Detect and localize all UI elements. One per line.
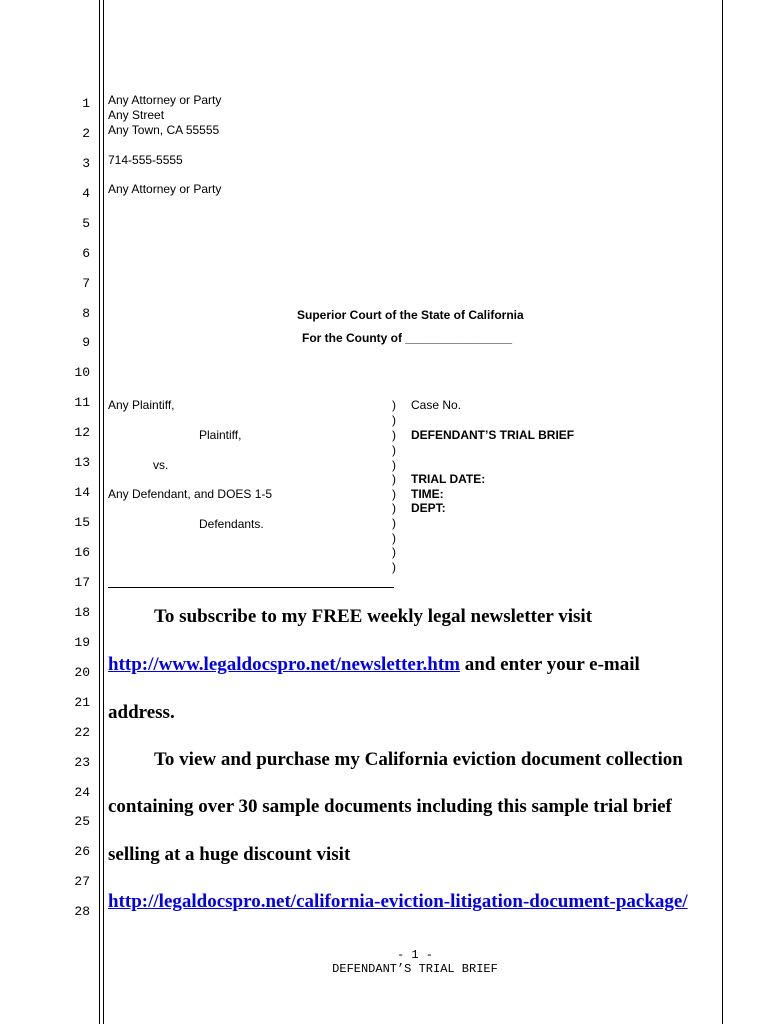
right-margin-rule: [722, 0, 723, 1024]
attorney-city: Any Town, CA 55555: [108, 123, 220, 137]
court-name: Superior Court of the State of California: [297, 308, 524, 322]
line-number: 25: [74, 814, 90, 829]
caption-paren: ): [392, 443, 396, 457]
line-number: 15: [74, 515, 90, 530]
court-county: For the County of ________________: [302, 331, 513, 345]
line-number: 24: [74, 785, 90, 800]
line-number: 9: [82, 335, 90, 350]
line-number: 20: [74, 665, 90, 680]
line-number: 27: [74, 874, 90, 889]
case-number-label: Case No.: [411, 398, 462, 412]
line-number: 7: [82, 276, 90, 291]
trial-time-label: TIME:: [411, 487, 444, 501]
line-number: 13: [74, 455, 90, 470]
caption-paren: ): [392, 560, 396, 574]
plaintiff-name: Any Plaintiff,: [108, 398, 175, 412]
line-number: 3: [82, 156, 90, 171]
caption-paren: ): [392, 428, 396, 442]
line-number: 23: [74, 755, 90, 770]
line-number: 21: [74, 695, 90, 710]
line-number: 18: [74, 605, 90, 620]
caption-paren: ): [392, 458, 396, 472]
body-line: [108, 654, 640, 676]
trial-dept-label: DEPT:: [411, 501, 446, 515]
caption-paren: ): [392, 516, 396, 530]
line-number: 8: [82, 306, 90, 321]
line-number: 28: [74, 904, 90, 919]
line-number: 10: [74, 365, 90, 380]
plaintiff-role: Plaintiff,: [199, 428, 242, 442]
body-line: To view and purchase my California eviction document collection: [154, 749, 683, 770]
attorney-for-party: Any Attorney or Party: [108, 182, 222, 196]
line-number: 22: [74, 725, 90, 740]
caption-paren: ): [392, 413, 396, 427]
line-number: 16: [74, 545, 90, 560]
body-line-text: and enter your e-mail: [460, 654, 640, 675]
line-number: 5: [82, 216, 90, 231]
line-number: 11: [74, 395, 90, 410]
trial-date-label: TRIAL DATE:: [411, 472, 486, 486]
line-number: 14: [74, 485, 90, 500]
caption-paren: ): [392, 487, 396, 501]
footer-page-number: - 1 -: [396, 948, 433, 962]
newsletter-link[interactable]: http://www.legaldocspro.net/newsletter.htm: [108, 654, 461, 675]
defendant-name: Any Defendant, and DOES 1-5: [108, 487, 273, 501]
document-title: DEFENDANT’S TRIAL BRIEF: [411, 428, 575, 442]
attorney-phone: 714-555-5555: [108, 153, 183, 167]
line-number: 12: [74, 425, 90, 440]
line-number: 6: [82, 246, 90, 261]
caption-underline: [108, 587, 394, 588]
line-number: 4: [82, 186, 90, 201]
body-line: [108, 891, 688, 913]
caption-paren: ): [392, 531, 396, 545]
line-number: 26: [74, 844, 90, 859]
caption-paren: ): [392, 398, 396, 412]
caption-paren: ): [392, 545, 396, 559]
line-number: 2: [82, 126, 90, 141]
caption-paren: ): [392, 472, 396, 486]
defendant-role: Defendants.: [199, 517, 264, 531]
attorney-name: Any Attorney or Party: [108, 93, 222, 107]
footer-document-title: DEFENDANT’S TRIAL BRIEF: [332, 962, 498, 976]
line-number: 17: [74, 575, 90, 590]
caption-paren: ): [392, 501, 396, 515]
body-line: address.: [108, 702, 175, 723]
document-package-link[interactable]: http://legaldocspro.net/california-eviction-litigation-document-package/: [108, 891, 688, 912]
body-line: selling at a huge discount visit: [108, 844, 351, 865]
line-number: 19: [74, 635, 90, 650]
body-line: containing over 30 sample documents including this sample trial brief: [108, 796, 672, 817]
line-number: 1: [82, 96, 90, 111]
left-margin-rule-inner: [103, 0, 104, 1024]
body-line: To subscribe to my FREE weekly legal newsletter visit: [154, 606, 593, 627]
attorney-street: Any Street: [108, 108, 165, 122]
left-margin-rule-outer: [99, 0, 100, 1024]
versus-label: vs.: [153, 458, 169, 472]
